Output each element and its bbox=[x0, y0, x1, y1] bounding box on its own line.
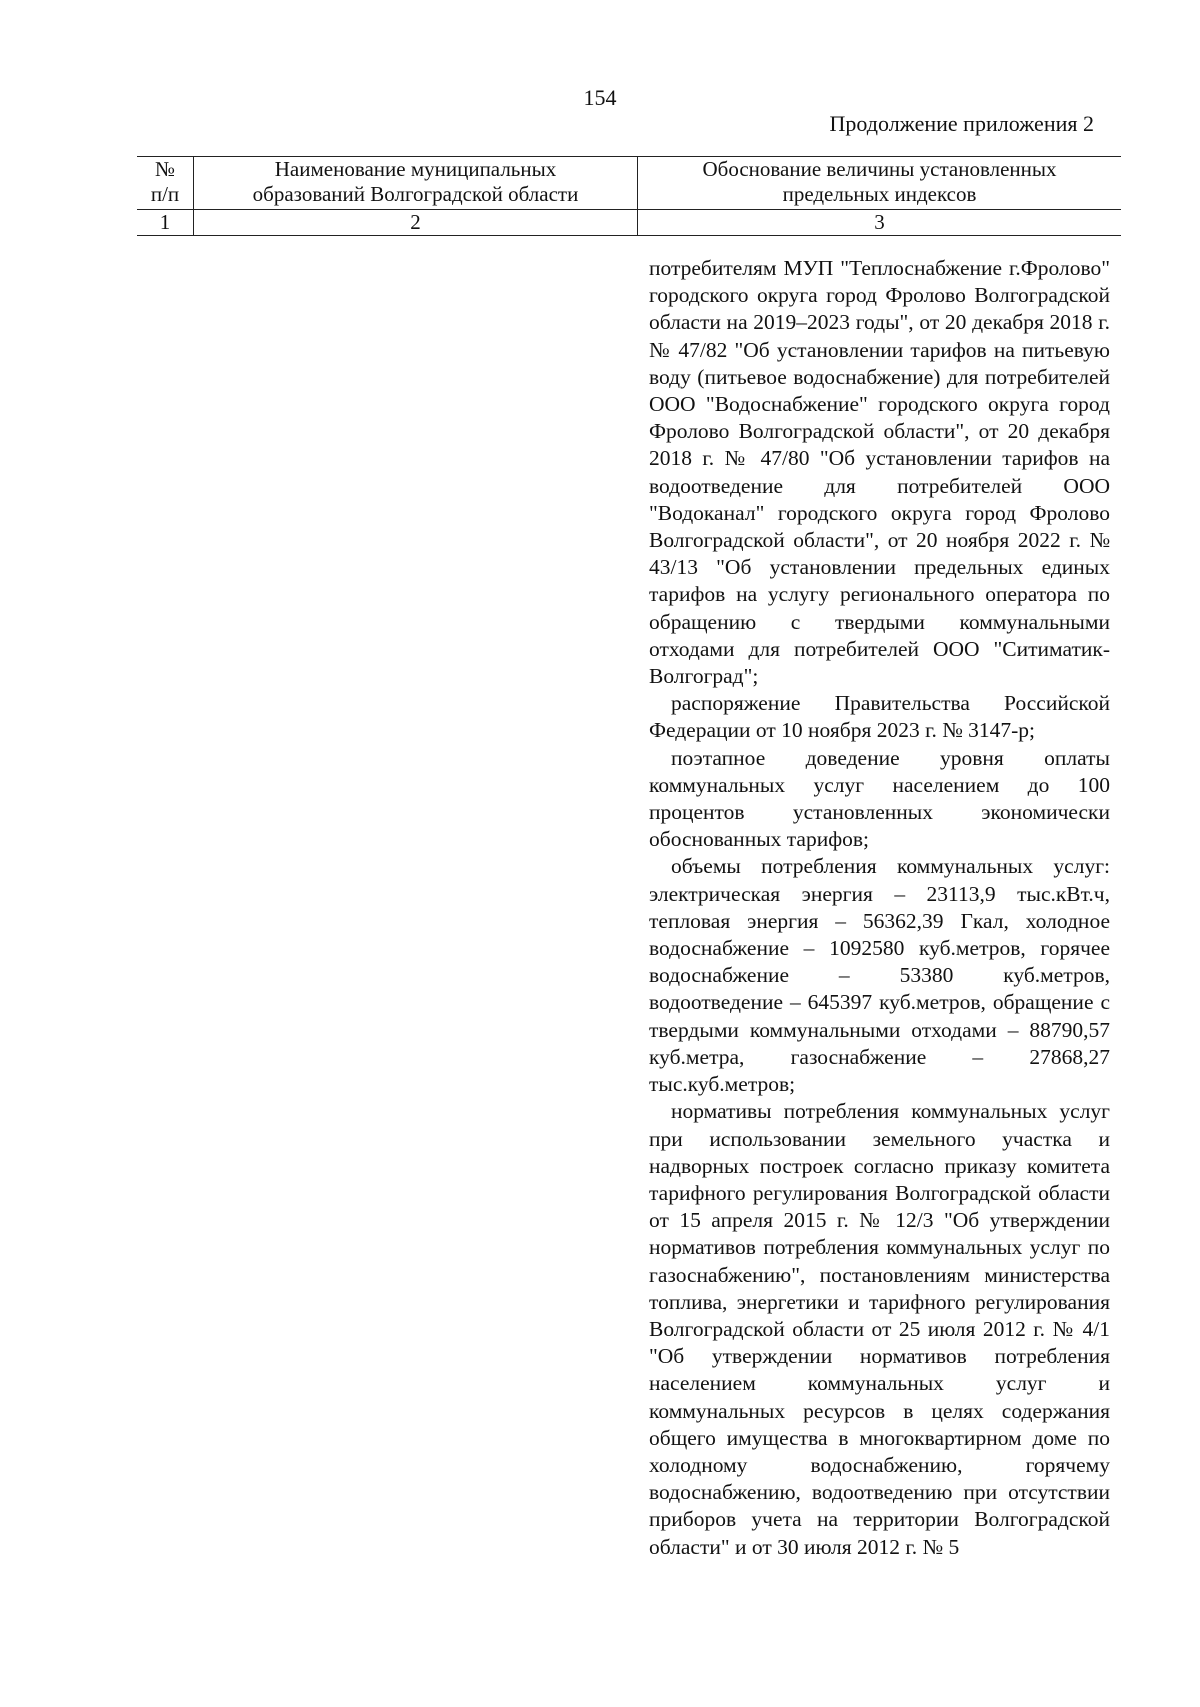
header-justification bbox=[638, 157, 1122, 210]
header-municipality-line-2: образований Волгоградской области bbox=[252, 182, 579, 206]
paragraph-consumption-volumes: объемы потребления коммунальных услуг: электрическая энергия – 23113,9 тыс.кВт.ч, тепловая энергия – 56362,39 Гкал, холодное водоснабжение – 1092580 куб.метров, горячее водоснабжение – 53380 куб.метров, водоотведение – 645397 куб.метров, обращение с твердыми коммунальными отходами – 88790,57 куб.метра, газоснабжение – 27868,27 тыс.куб.метров; bbox=[649, 854, 1110, 1097]
table-header-row bbox=[137, 157, 1121, 210]
continuation-label: Продолжение приложения 2 bbox=[829, 111, 1094, 136]
header-number bbox=[137, 157, 194, 210]
appendix-table bbox=[137, 156, 1121, 236]
header-number-line-1: № bbox=[154, 157, 176, 181]
column-number-row bbox=[137, 210, 1121, 236]
paragraph-government-order: распоряжение Правительства Российской Федерации от 10 ноября 2023 г. № 3147-р; bbox=[649, 691, 1110, 743]
column-number-1: 1 bbox=[137, 210, 194, 236]
column-number-2: 2 bbox=[194, 210, 638, 236]
column-number-3: 3 bbox=[638, 210, 1122, 236]
header-justification-line-1: Обоснование величины установленных bbox=[702, 157, 1057, 181]
header-justification-line-2: предельных индексов bbox=[782, 182, 977, 206]
page-number: 154 bbox=[583, 85, 617, 110]
header-municipality bbox=[194, 157, 638, 210]
header-number-line-2: п/п bbox=[150, 182, 180, 206]
header-municipality-line-1: Наименование муниципальных bbox=[274, 157, 557, 181]
paragraph-consumption-norms: нормативы потребления коммунальных услуг при использовании земельного участка и надворных построек согласно приказу комитета тарифного регулирования Волгоградской области от 15 апреля 2015 г. № 12/3 "Об утверждении нормативов потребления коммунальных услуг по газоснабжению", постановлениям министерства топлива, энергетики и тарифного регулирования Волгоградской области от 25 июля 2012 г. № 4/1 "Об утверждении нормативов потребления населением коммунальных услуг и коммунальных ресурсов в целях содержания общего имущества в многоквартирном доме по холодному водоснабжению, горячему водоснабжению, водоотведению при отсутствии приборов учета на территории Волгоградской области" и от 30 июля 2012 г. № 5 bbox=[649, 1099, 1110, 1559]
paragraph-payment-level: поэтапное доведение уровня оплаты коммунальных услуг населением до 100 процентов установленных экономически обоснованных тарифов; bbox=[649, 745, 1110, 852]
justification-text bbox=[649, 255, 1110, 1561]
paragraph-tariff-references: потребителям МУП "Теплоснабжение г.Фролово" городского округа город Фролово Волгоградской области на 2019–2023 годы", от 20 декабря 2018 г. № 47/82 "Об установлении тарифов на питьевую воду (питьевое водоснабжение) для потребителей ООО "Водоснабжение" городского округа город Фролово Волгоградской области", от 20 декабря 2018 г. № 47/80 "Об установлении тарифов на водоотведение для потребителей ООО "Водоканал" городского округа город Фролово Волгоградской области", от 20 ноября 2022 г. № 43/13 "Об установлении предельных единых тарифов на услугу регионального оператора по обращению с твердыми коммунальными отходами для потребителей ООО "Ситиматик-Волгоград"; bbox=[649, 256, 1110, 689]
